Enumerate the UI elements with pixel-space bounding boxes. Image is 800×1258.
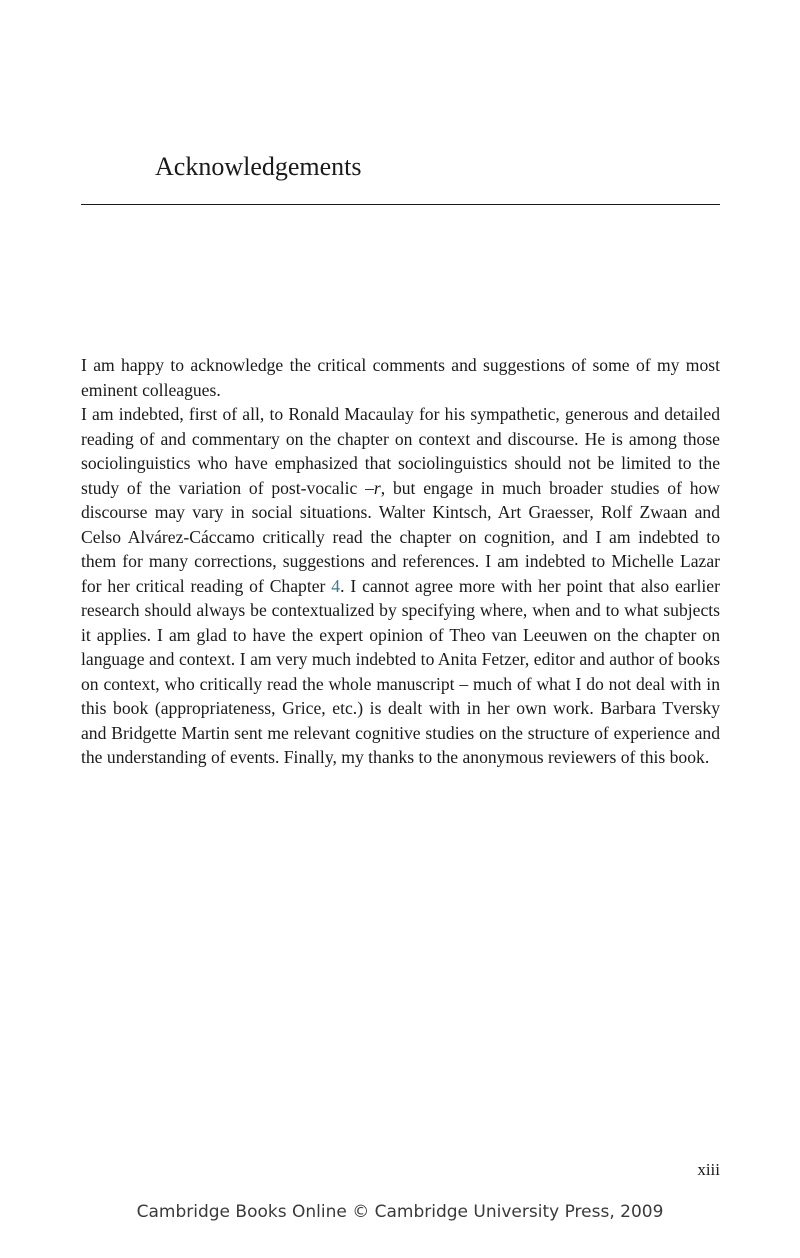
copyright-footer: Cambridge Books Online © Cambridge University Press, 2009 — [136, 1202, 664, 1222]
chapter-4-link[interactable]: 4 — [331, 575, 341, 596]
page-title: Acknowledgements — [155, 152, 362, 181]
paragraph-main-text-2: , but engage in much broader studies of how discourse may vary in social situations. Walter Kintsch, Art Graesser, Rolf Zwaan and Celso Alvárez-Cáccamo critically read the chapter on cognition, and I am indebted to them for many corrections, suggestions and references. I am indebted to Michelle Lazar for her critical reading of Chapter — [81, 477, 720, 596]
paragraph-main-text-3: . I cannot agree more with her point that also earlier research should always be contextualized by specifying where, when and to what subjects it applies. I am glad to have the expert opinion of Theo van Leeuwen on the chapter on language and context. I am very much indebted to Anita Fetzer, editor and author of books on context, who critically read the whole manuscript – much of what I do not deal with in this book (appropriateness, Grice, etc.) is dealt with in her own work. Barbara Tversky and Bridgette Martin sent me relevant cognitive studies on the structure of experience and the understanding of events. Finally, my thanks to the anonymous reviewers of this book. — [81, 575, 720, 767]
page-number: xiii — [697, 1160, 720, 1179]
paragraph-main-text-1: I am indebted, first of all, to Ronald Macaulay for his sympathetic, generous and detailed reading of and commentary on the chapter on context and discourse. He is among those sociolinguistics who have emphasized that sociolinguistics should not be limited to the study of the variation of post-vocalic – — [81, 404, 720, 498]
acknowledgements-body — [81, 353, 720, 770]
italic-r: r — [373, 477, 381, 498]
paragraph-main — [81, 402, 720, 770]
paragraph-intro: I am happy to acknowledge the critical comments and suggestions of some of my most eminent colleagues. — [81, 355, 720, 400]
title-divider — [81, 204, 720, 205]
